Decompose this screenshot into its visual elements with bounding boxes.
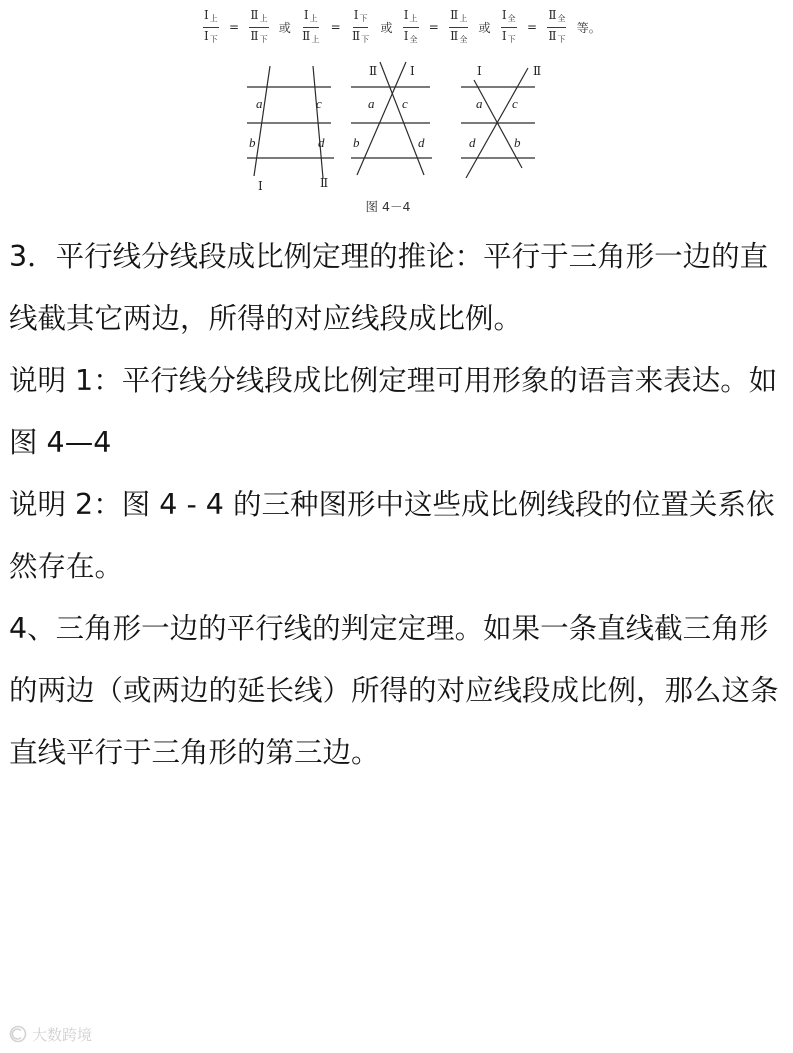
subscript: 全 bbox=[459, 34, 468, 44]
numeral: Ⅰ bbox=[501, 28, 507, 43]
fraction-numerator bbox=[449, 7, 468, 28]
fraction-denominator bbox=[203, 28, 219, 48]
fraction-denominator bbox=[449, 28, 468, 48]
subscript: 上 bbox=[209, 13, 218, 23]
subscript: 下 bbox=[209, 34, 218, 44]
proportion-formula bbox=[203, 5, 601, 49]
segment-label-upper-left: a bbox=[476, 96, 483, 111]
subscript: 下 bbox=[557, 34, 566, 44]
watermark-text: 大数跨境 bbox=[32, 1025, 93, 1044]
diagram-left bbox=[247, 66, 334, 193]
segment-label-upper-left: a bbox=[256, 96, 263, 111]
fraction bbox=[449, 7, 468, 48]
fraction bbox=[351, 7, 370, 48]
numeral: Ⅰ bbox=[204, 28, 209, 43]
fraction bbox=[249, 7, 268, 48]
segment-label-lower-left: d bbox=[469, 135, 476, 150]
fraction-numerator bbox=[303, 7, 319, 28]
equals-sign: = bbox=[526, 20, 538, 34]
or-connector: 或 bbox=[380, 20, 393, 35]
subscript: 全 bbox=[409, 34, 418, 44]
segment-label-upper-right: c bbox=[402, 96, 408, 111]
segment-label-lower-left: b bbox=[353, 135, 360, 150]
equals-sign: = bbox=[229, 20, 240, 34]
numeral: Ⅱ bbox=[548, 7, 557, 22]
line-label-right: Ⅱ bbox=[533, 64, 542, 78]
fraction bbox=[403, 7, 419, 48]
transversal-line-left bbox=[254, 66, 270, 176]
fraction bbox=[203, 7, 219, 48]
numeral: Ⅰ bbox=[501, 7, 507, 22]
text-line: 的两边（或两边的延长线）所得的对应线段成比例，那么这条 bbox=[9, 674, 779, 707]
equals-sign: = bbox=[330, 20, 341, 34]
watermark-logo-icon bbox=[8, 1024, 28, 1044]
subscript: 下 bbox=[361, 34, 370, 44]
numeral: Ⅱ bbox=[548, 28, 557, 43]
text-line: 说明 1：平行线分线段成比例定理可用形象的语言来表达。如 bbox=[9, 364, 778, 397]
segment-label-upper-right: c bbox=[512, 96, 518, 111]
diagram-middle bbox=[351, 62, 432, 175]
segment-label-lower-right: d bbox=[318, 135, 325, 150]
document-body bbox=[9, 226, 789, 784]
numeral: Ⅰ bbox=[353, 7, 359, 22]
text-line: 线截其它两边，所得的对应线段成比例。 bbox=[9, 302, 523, 335]
paragraph-theorem-4 bbox=[9, 598, 789, 784]
segment-label-lower-left: b bbox=[249, 135, 256, 150]
numeral: Ⅱ bbox=[250, 28, 259, 43]
fraction-denominator bbox=[301, 28, 320, 48]
fraction bbox=[301, 7, 320, 48]
numeral: Ⅱ bbox=[302, 28, 311, 43]
numeral: Ⅰ bbox=[403, 28, 409, 43]
subscript: 下 bbox=[359, 13, 368, 23]
subscript: 全 bbox=[507, 13, 516, 23]
fraction-numerator bbox=[403, 7, 419, 28]
subscript: 上 bbox=[259, 13, 268, 23]
fraction-numerator bbox=[353, 7, 369, 28]
subscript: 上 bbox=[311, 34, 320, 44]
subscript: 上 bbox=[309, 13, 318, 23]
subscript: 上 bbox=[409, 13, 418, 23]
fraction-numerator bbox=[501, 7, 517, 28]
diagram-right bbox=[461, 64, 541, 178]
segment-label-upper-left: a bbox=[368, 96, 375, 111]
watermark bbox=[8, 1021, 92, 1047]
segment-label-lower-right: b bbox=[514, 135, 521, 150]
paragraph-corollary bbox=[9, 226, 789, 350]
or-connector: 或 bbox=[478, 20, 491, 35]
subscript: 下 bbox=[507, 34, 516, 44]
or-connector: 或 bbox=[278, 20, 291, 35]
line-label-left: Ⅰ bbox=[258, 179, 263, 193]
text-line: 图 4—4 bbox=[9, 426, 112, 459]
line-label-left: Ⅰ bbox=[477, 64, 482, 78]
numeral: Ⅰ bbox=[303, 7, 309, 22]
numeral: Ⅱ bbox=[450, 28, 459, 43]
paragraph-note-2 bbox=[9, 474, 789, 598]
numeral: Ⅱ bbox=[351, 28, 361, 43]
segment-label-lower-right: d bbox=[418, 135, 425, 150]
fraction-denominator bbox=[351, 28, 370, 48]
transversal-line-left bbox=[474, 80, 522, 168]
fraction-numerator bbox=[249, 7, 268, 28]
equals-sign: = bbox=[428, 20, 439, 34]
numeral: Ⅰ bbox=[403, 7, 409, 22]
text-line: 4、三角形一边的平行线的判定定理。如果一条直线截三角形 bbox=[9, 612, 769, 645]
fraction bbox=[547, 7, 566, 48]
formula-tail: 等。 bbox=[576, 20, 601, 35]
paragraph-note-1 bbox=[9, 350, 789, 474]
numeral: Ⅱ bbox=[250, 7, 259, 22]
fraction-denominator bbox=[249, 28, 268, 48]
line-label-right: Ⅱ bbox=[320, 176, 329, 190]
fraction-numerator bbox=[547, 7, 566, 28]
fraction-denominator bbox=[547, 28, 566, 48]
segment-label-upper-right: c bbox=[316, 96, 322, 111]
text-line: 说明 2：图 4 - 4 的三种图形中这些成比例线段的位置关系依 bbox=[9, 488, 775, 521]
subscript: 下 bbox=[259, 34, 268, 44]
text-line: 然存在。 bbox=[9, 550, 124, 583]
numeral: Ⅰ bbox=[204, 7, 209, 22]
transversal-line-right bbox=[313, 66, 323, 178]
subscript: 上 bbox=[459, 13, 468, 23]
subscript: 全 bbox=[557, 13, 566, 23]
fraction-numerator bbox=[203, 7, 219, 28]
text-line: 3．平行线分线段成比例定理的推论：平行于三角形一边的直 bbox=[9, 240, 769, 273]
figure-caption: 图 4－4 bbox=[365, 199, 411, 214]
line-label-left: Ⅱ bbox=[369, 64, 378, 78]
fraction-denominator bbox=[501, 28, 517, 48]
text-line: 直线平行于三角形的第三边。 bbox=[9, 736, 380, 769]
numeral: Ⅱ bbox=[450, 7, 459, 22]
fraction bbox=[501, 7, 517, 48]
fraction-denominator bbox=[403, 28, 419, 48]
line-label-right: Ⅰ bbox=[410, 64, 415, 78]
